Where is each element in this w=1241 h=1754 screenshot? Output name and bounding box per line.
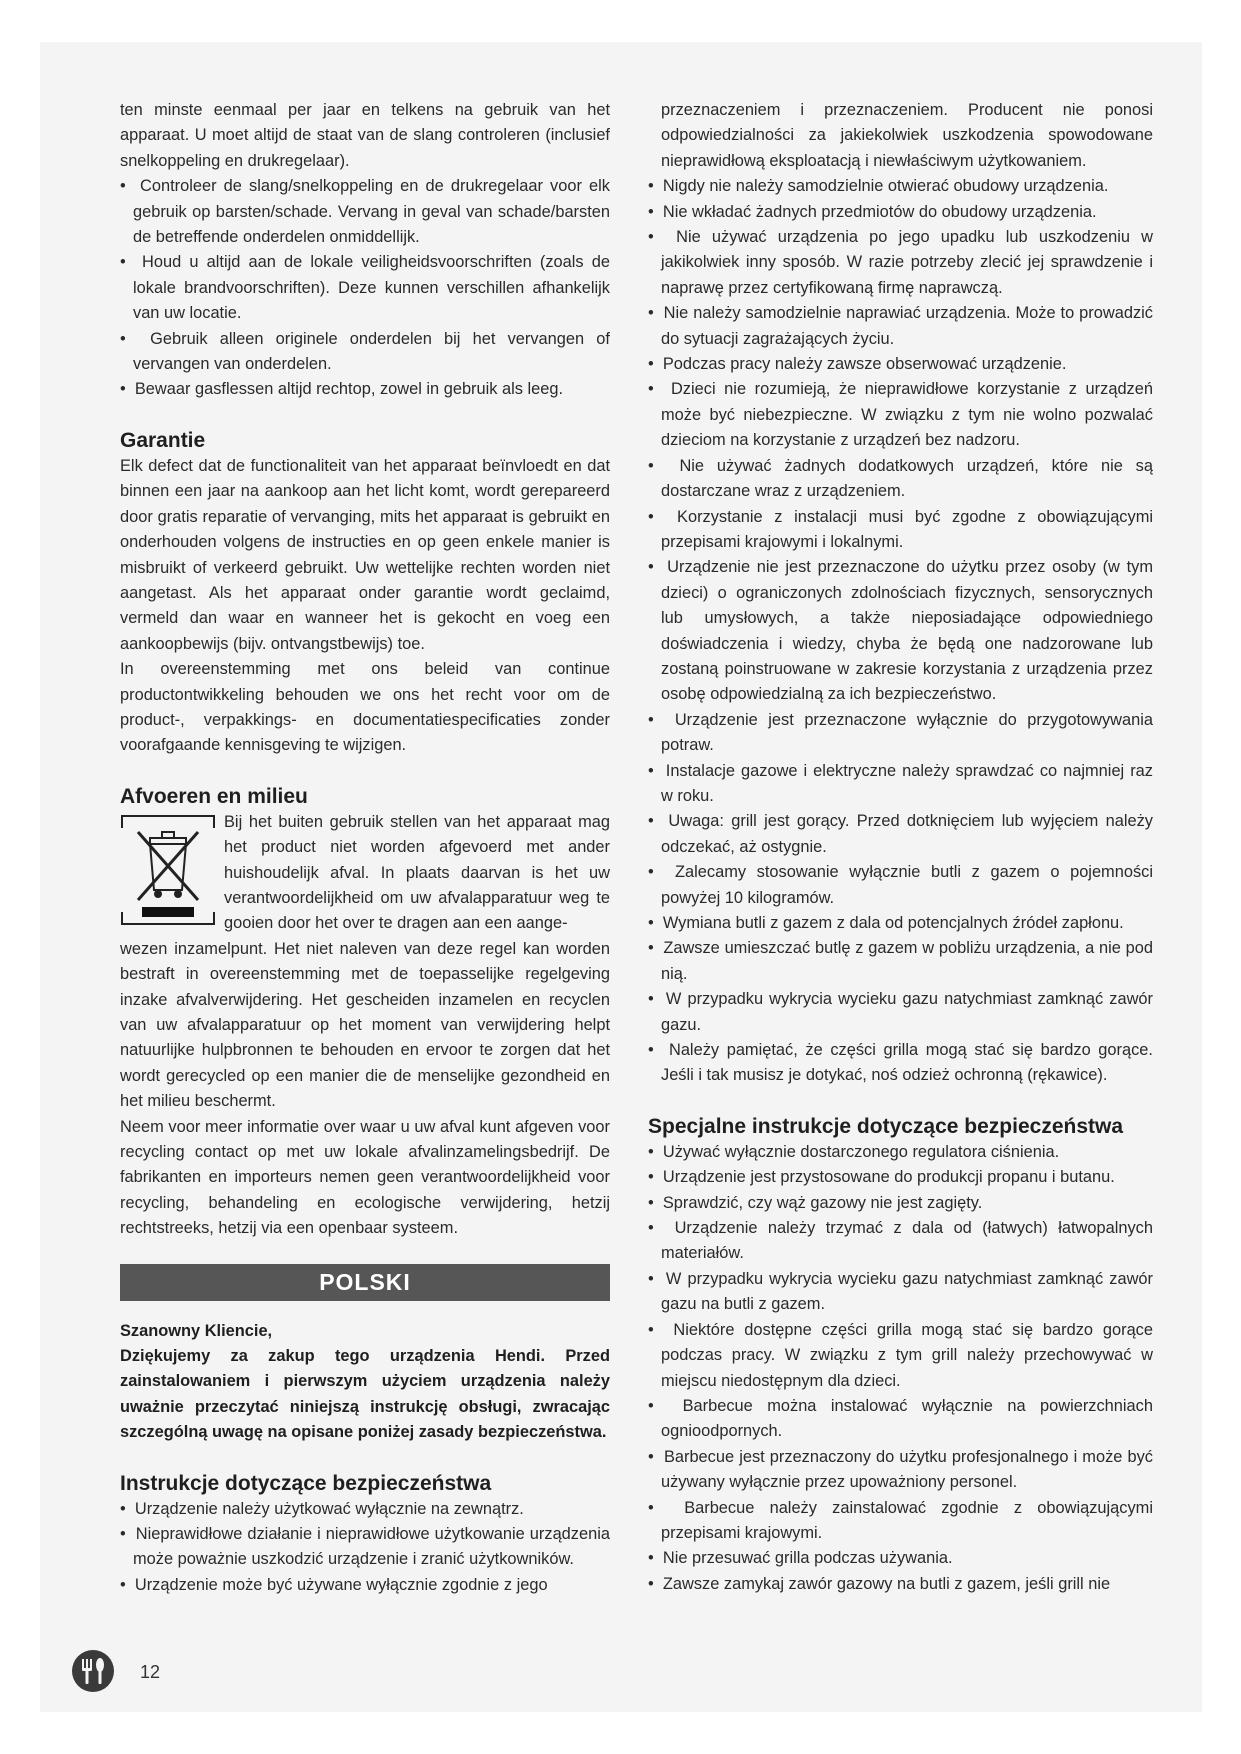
list-item: • Urządzenie jest przystosowane do produkcji propanu i butanu. (648, 1165, 1153, 1190)
left-column (120, 98, 610, 1598)
right-column (648, 98, 1153, 1597)
cutlery-logo-icon (72, 1650, 114, 1692)
list-item: • Urządzenie należy użytkować wyłącznie na zewnątrz. (120, 1497, 610, 1522)
list-item: • Houd u altijd aan de lokale veiligheidsvoorschriften (zoals de lokale brandvoorschriften). Deze kunnen verschillen afhankelijk van uw locatie. (120, 250, 610, 326)
list-item: • Dzieci nie rozumieją, że nieprawidłowe korzystanie z urządzeń może być niebezpieczne. W związku z tym nie wolno pozwalać dzieciom na korzystanie z urządzeń bez nadzoru. (648, 377, 1153, 453)
list-item: • Barbecue należy zainstalować zgodnie z obowiązującymi przepisami krajowymi. (648, 1496, 1153, 1547)
list-item: • Zalecamy stosowanie wyłącznie butli z gazem o pojemności powyżej 10 kilogramów. (648, 860, 1153, 911)
list-item: • Niektóre dostępne części grilla mogą stać się bardzo gorące podczas pracy. W związku z tym grill należy przechowywać w miejscu niedostępnym dla dzieci. (648, 1318, 1153, 1394)
list-item: • Używać wyłącznie dostarczonego regulatora ciśnienia. (648, 1140, 1153, 1165)
list-item: • Instalacje gazowe i elektryczne należy sprawdzać co najmniej raz w roku. (648, 759, 1153, 810)
list-item: • Uwaga: grill jest gorący. Przed dotknięciem lub wyjęciem należy odczekać, aż ostygnie. (648, 809, 1153, 860)
list-item: • Zawsze zamykaj zawór gazowy na butli z gazem, jeśli grill nie (648, 1572, 1153, 1597)
bullet-continuation: przeznaczeniem i przeznaczeniem. Producent nie ponosi odpowiedzialności za jakiekolwiek uszkodzenia spowodowane nieprawidłową eksploatacją i niewłaściwym użytkowaniem. (661, 101, 1153, 170)
list-item: • Nie należy samodzielnie naprawiać urządzenia. Może to prowadzić do sytuacji zagrażających życiu. (648, 301, 1153, 352)
list-item: • Bewaar gasflessen altijd rechtop, zowel in gebruik als leeg. (120, 377, 610, 402)
page-number: 12 (140, 1662, 161, 1682)
list-item: • Urządzenie może być używane wyłącznie zgodnie z jego (120, 1573, 610, 1598)
list-item: • Nigdy nie należy samodzielnie otwierać obudowy urządzenia. (648, 174, 1153, 199)
list-item: • Urządzenie nie jest przeznaczone do użytku przez osoby (w tym dzieci) o ograniczonych zdolnościach fizycznych, sensorycznych lub umysłowych, a także nieposiadające odpowiedniego doświadczenia i wiedzy, chyba że będą one nadzorowane lub zostaną poinstruowane w zakresie korzystania z urządzenia przez osobę odpowiedzialną za ich bezpieczeństwo. (648, 555, 1153, 707)
list-item: • Nie używać urządzenia po jego upadku lub uszkodzeniu w jakikolwiek inny sposób. W razie potrzeby zlecić jej sprawdzenie i naprawę przez certyfikowaną firmę naprawczą. (648, 225, 1153, 301)
special-safety-heading: Specjalne instrukcje dotyczące bezpieczeństwa (648, 1114, 1124, 1138)
list-item: • Wymiana butli z gazem z dala od potencjalnych źródeł zapłonu. (648, 911, 1153, 936)
list-item: • Podczas pracy należy zawsze obserwować urządzenie. (648, 352, 1153, 377)
weee-crossed-bin-icon (120, 814, 216, 926)
list-item: • Nie wkładać żadnych przedmiotów do obudowy urządzenia. (648, 200, 1153, 225)
list-item: • Urządzenie należy trzymać z dala od (łatwych) łatwopalnych materiałów. (648, 1216, 1153, 1267)
garantie-heading: Garantie (120, 428, 206, 452)
garantie-paragraph: Elk defect dat de functionaliteit van het apparaat beïnvloedt en dat binnen een jaar na aankoop aan het licht komt, wordt gerepareerd door gratis reparatie of vervanging, mits het apparaat is gebruikt en onderhouden volgens de instructies en op geen enkele manier is misbruikt of verkeerd gebruikt. Uw wettelijke rechten worden niet aangetast. Als het apparaat onder garantie wordt geclaimd, vermeld dan waar en wanneer het is gekocht en voeg een aankoopbewijs (bijv. ontvangstbewijs) toe. (120, 456, 610, 653)
list-item: • Barbecue można instalować wyłącznie na powierzchniach ognioodpornych. (648, 1394, 1153, 1445)
list-item: • Zawsze umieszczać butlę z gazem w pobliżu urządzenia, a nie pod nią. (648, 936, 1153, 987)
garantie-paragraph: In overeenstemming met ons beleid van continue productontwikkeling behouden we ons het recht voor om de product-, verpakkings- en documentatiespecificaties zonder voorafgaande kennisgeving te wijzigen. (120, 660, 610, 755)
afvoeren-heading: Afvoeren en milieu (120, 784, 308, 808)
intro-bold-paragraph: Dziękujemy za zakup tego urządzenia Hendi. Przed zainstalowaniem i pierwszym użyciem urządzenia należy uważnie przeczytać niniejszą instrukcję obsługi, zwracając szczególną uwagę na opisane poniżej zasady bezpieczeństwa. (120, 1347, 610, 1442)
language-banner: POLSKI (120, 1264, 610, 1301)
list-item: • Nie używać żadnych dodatkowych urządzeń, które nie są dostarczane wraz z urządzeniem. (648, 454, 1153, 505)
list-item: • W przypadku wykrycia wycieku gazu natychmiast zamknąć zawór gazu. (648, 987, 1153, 1038)
list-item: • W przypadku wykrycia wycieku gazu natychmiast zamknąć zawór gazu na butli z gazem. (648, 1267, 1153, 1318)
greeting: Szanowny Kliencie, (120, 1321, 273, 1340)
afvoeren-paragraph: wezen inzamelpunt. Het niet naleven van deze regel kan worden bestraft in overeenstemming met de toepasselijke regelgeving inzake afvalverwijdering. Het gescheiden inzamelen en recyclen van uw afvalapparatuur op het moment van verwijdering helpt natuurlijke hulpbronnen te behouden en ervoor te zorgen dat het wordt gerecycled op een manier die de menselijke gezondheid en het milieu beschermt. (120, 939, 610, 1111)
list-item: • Sprawdzić, czy wąż gazowy nie jest zagięty. (648, 1191, 1153, 1216)
list-item: • Urządzenie jest przeznaczone wyłącznie do przygotowywania potraw. (648, 708, 1153, 759)
afvoeren-paragraph: Neem voor meer informatie over waar u uw afval kunt afgeven voor recycling contact op met uw lokale afvalinzamelingsbedrijf. De fabrikanten en importeurs nemen geen verantwoordelijkheid voor recycling, behandeling en ecologische verwijdering, hetzij rechtstreeks, hetzij via een openbaar systeem. (120, 1117, 610, 1238)
list-item: • Nie przesuwać grilla podczas używania. (648, 1546, 1153, 1571)
list-item: • Należy pamiętać, że części grilla mogą stać się bardzo gorące. Jeśli i tak musisz je dotykać, noś odzież ochronną (rękawice). (648, 1038, 1153, 1089)
intro-continuation: ten minste eenmaal per jaar en telkens na gebruik van het apparaat. U moet altijd de staat van de slang controleren (inclusief snelkoppeling en drukregelaar). (120, 101, 610, 170)
list-item: • Controleer de slang/snelkoppeling en de drukregelaar voor elk gebruik op barsten/schade. Vervang in geval van schade/barsten de betreffende onderdelen onmiddellijk. (120, 174, 610, 250)
list-item: • Korzystanie z instalacji musi być zgodne z obowiązującymi przepisami krajowymi i lokalnymi. (648, 505, 1153, 556)
safety-heading: Instrukcje dotyczące bezpieczeństwa (120, 1471, 492, 1495)
list-item: • Gebruik alleen originele onderdelen bij het vervangen of vervangen van onderdelen. (120, 327, 610, 378)
list-item: • Barbecue jest przeznaczony do użytku profesjonalnego i może być używany wyłącznie przez upoważniony personel. (648, 1445, 1153, 1496)
list-item: • Nieprawidłowe działanie i nieprawidłowe użytkowanie urządzenia może poważnie uszkodzić urządzenie i zranić użytkowników. (120, 1522, 610, 1573)
afvoeren-paragraph: Bij het buiten gebruik stellen van het apparaat mag het product niet worden afgevoerd met ander huishoudelijk afval. In plaats daarvan is het uw verantwoordelijkheid om uw afvalapparatuur weg te gooien door het over te dragen aan een aange- (224, 812, 610, 933)
weee-block (120, 810, 610, 937)
